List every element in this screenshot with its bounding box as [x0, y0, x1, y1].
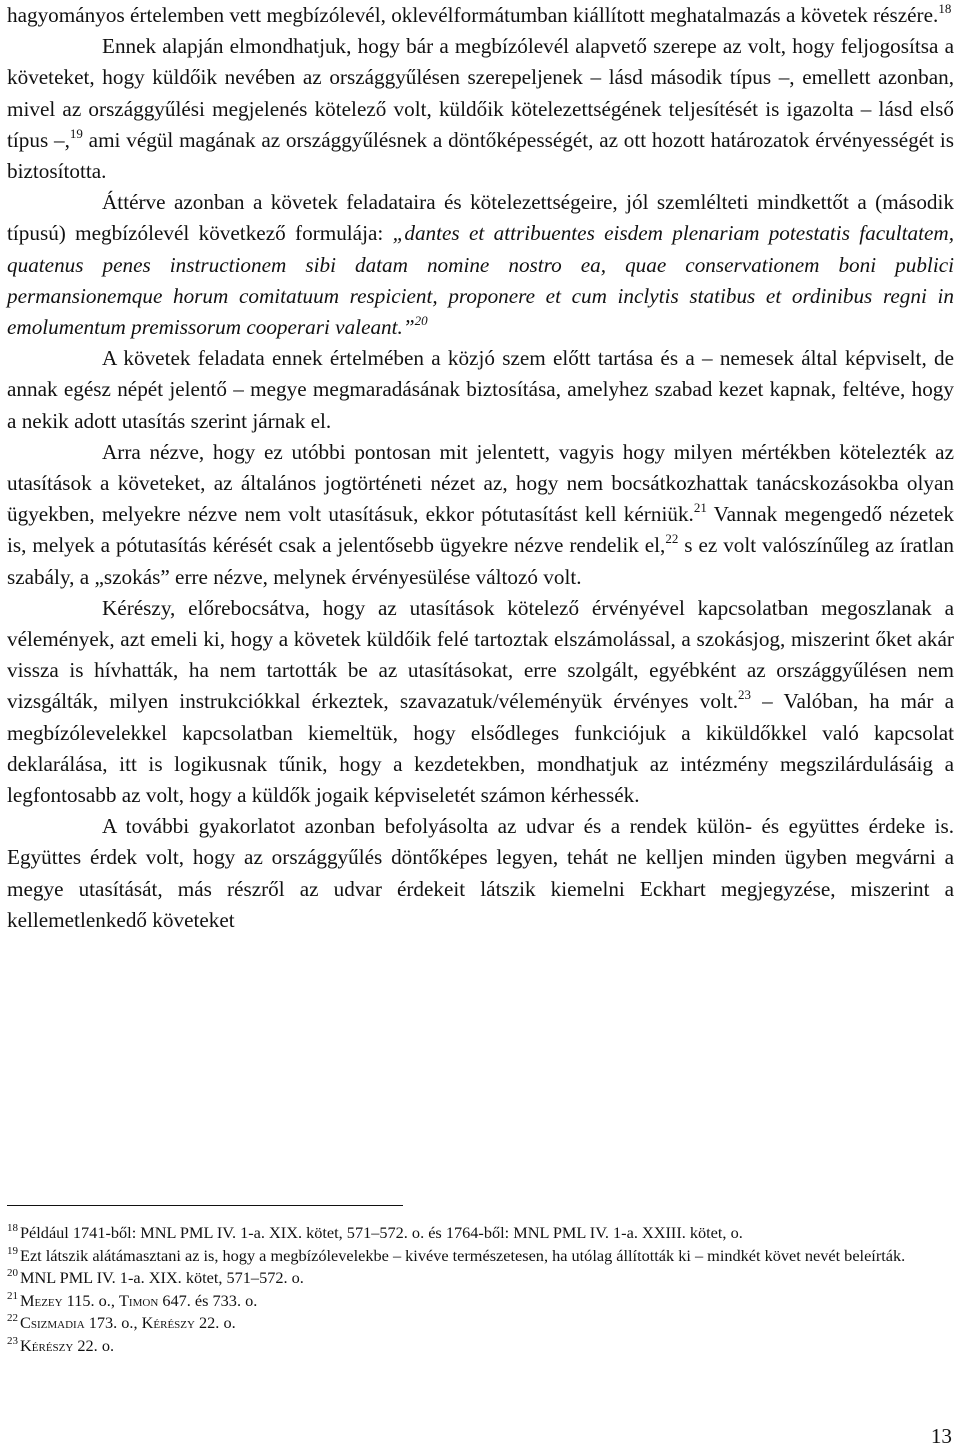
- footnote-20: $^{20}$ MNL PML IV. 1-a. XIX. kötet, 571–572. o.: [7, 1267, 304, 1287]
- footnote-ref-21[interactable]: 21: [693, 500, 707, 516]
- footnote-divider: [7, 1205, 403, 1206]
- footnote-ref-18[interactable]: 18: [938, 0, 952, 16]
- author-name: Csizmadia: [20, 1313, 85, 1332]
- author-name: Mezey: [20, 1290, 63, 1310]
- author-name: Kérészy: [20, 1335, 74, 1355]
- footnote-number: 21: [7, 1289, 18, 1302]
- author-name: Timon: [118, 1290, 159, 1310]
- paragraph-1: hagyományos értelemben vett megbízólevél, oklevélformátumban kiállított meghatalmazás a követek részére.$^{18}$: [7, 0, 952, 27]
- footnote-number: 19: [7, 1244, 18, 1257]
- latin-quotation: „dantes et attribuentes eisdem plenariam potestatis facultatem, quatenus penes instructionem sibi datam nomine nostro ea, quae conservationem boni publici permansionemque horum comitatuum respicient, proponere et cum inclytis statibus et ordinibus regni in emolumentum premissorum cooperari valeant.”: [7, 221, 954, 340]
- page-number: 13: [930, 1424, 952, 1448]
- footnote-22: $^{22}$ Csizmadia 173. o., Kérészy 22. o.: [7, 1312, 236, 1332]
- paragraph-3: Áttérve azonban a követek feladataira és kötelezettségeire, jól szemlélteti mindkettőt a (második típusú) megbízólevél következő formulája: „dantes et attribuentes eisdem plenariam potestatis facultatem, quatenus penes instructionem sibi datam nomine nostro ea, quae conservationem boni publici permansionemque horum comitatuum respicient, proponere et cum inclytis statibus et ordinibus regni in emolumentum premissorum cooperari valeant.”$^{20}$: [7, 190, 954, 340]
- footnote-ref-22[interactable]: 22: [665, 531, 679, 547]
- paragraph-7: A további gyakorlatot azonban befolyásolta az udvar és a rendek külön- és együttes érdeke is. Együttes érdek volt, hogy az országgyűlés döntőképes legyen, tehát ne kelljen minden ügyben megvárni a megye utasítását, más részről az udvar érdekeit látszik kiemelni Eckhart megjegyzése, miszerint a kellemetlenkedő követeket: [7, 814, 954, 932]
- author-name: Kérészy: [141, 1313, 195, 1332]
- footnote-18: $^{18}$ Például 1741-ből: MNL PML IV. 1-a. XIX. kötet, 571–572. o. és 1764-ből: MNL PML IV. 1-a. XXIII. kötet, o.: [7, 1222, 743, 1242]
- footnote-21: $^{21}$ Mezey 115. o., Timon 647. és 733. o.: [7, 1289, 258, 1310]
- footnote-ref-19[interactable]: 19: [69, 125, 83, 141]
- footnote-19: $^{19}$ Ezt látszik alátámasztani az is, hogy a megbízólevelekbe – kivéve természetesen, ha utólag állították ki – mindkét követ nevét beleírták.: [7, 1244, 906, 1265]
- footnote-number: 23: [7, 1334, 18, 1347]
- footnotes: [7, 1222, 954, 1357]
- main-text: [7, 0, 954, 936]
- footnote-number: 22: [7, 1312, 18, 1325]
- footnote-number: 20: [7, 1267, 18, 1280]
- footnote-ref-20[interactable]: 20: [414, 312, 428, 328]
- footnote-23: $^{23}$ Kérészy 22. o.: [7, 1334, 115, 1355]
- paragraph-5: Arra nézve, hogy ez utóbbi pontosan mit jelentett, vagyis hogy milyen mértékben kötelezték az utasítások a követeket, az általános jogtörténeti nézet az, hogy nem bocsátkozhattak tanácskozásokba olyan ügyekben, melyekre nézve nem volt utasításuk, ekkor pótutasítást kell kérniük.$^{21}$ Vannak megengedő nézetek is, melyek a pótutasítás kérését csak a jelentősebb ügyekre nézve rendelik el,$^{22}$ s ez volt valószínűleg az íratlan szabály, a „szokás” erre nézve, melynek érvényesülése változó volt.: [7, 439, 954, 589]
- paragraph-6: Kérészy, előrebocsátva, hogy az utasítások kötelező érvényével kapcsolatban megoszlanak a vélemények, azt emeli ki, hogy a követek küldőik felé tartoztak elszámolással, a szokásjog, miszerint őket akár vissza is hívhatták, ha nem tartották be az utasításokat, erre szolgált, egyébként az országgyűlésen nem vizsgálták, milyen instrukciókkal érkeztek, szavazatuk/véleményük érvényes volt.$^{23}$ – Valóban, ha már a megbízólevelekkel kapcsolatban kiemeltük, hogy elsődleges funkciójuk a kiküldőkkel való kapcsolat deklarálása, itt is logikusnak tűnik, hogy a kezdetekben, mondhatjuk az intézmény megszilárdulásáig a legfontosabb az volt, hogy a küldők jogaik képviseletét számon kérhessék.: [7, 595, 954, 808]
- footnote-number: 18: [7, 1222, 18, 1235]
- paragraph-4: A követek feladata ennek értelmében a közjó szem előtt tartása és a – nemesek által képviselt, de annak egész népét jelentő – megye megmaradásának biztosítása, amelyhez szabad kezet kapnak, feltéve, hogy a nekik adott utasítás szerint járnak el.: [7, 346, 954, 433]
- footnote-ref-23[interactable]: 23: [738, 687, 752, 703]
- paragraph-2: Ennek alapján elmondhatjuk, hogy bár a megbízólevél alapvető szerepe az volt, hogy feljogosítsa a követeket, hogy küldőik nevében az országgyűlésen szerepeljenek – lásd második típus –, emellett azonban, mivel az országgyűlési megjelenés kötelező volt, küldőik kötelezettségének teljesítését is igazolta – lásd első típus –,$^{19}$ ami végül magának az országgyűlésnek a döntőképességét, az ott hozott határozatok érvényességét is biztosította.: [7, 34, 954, 184]
